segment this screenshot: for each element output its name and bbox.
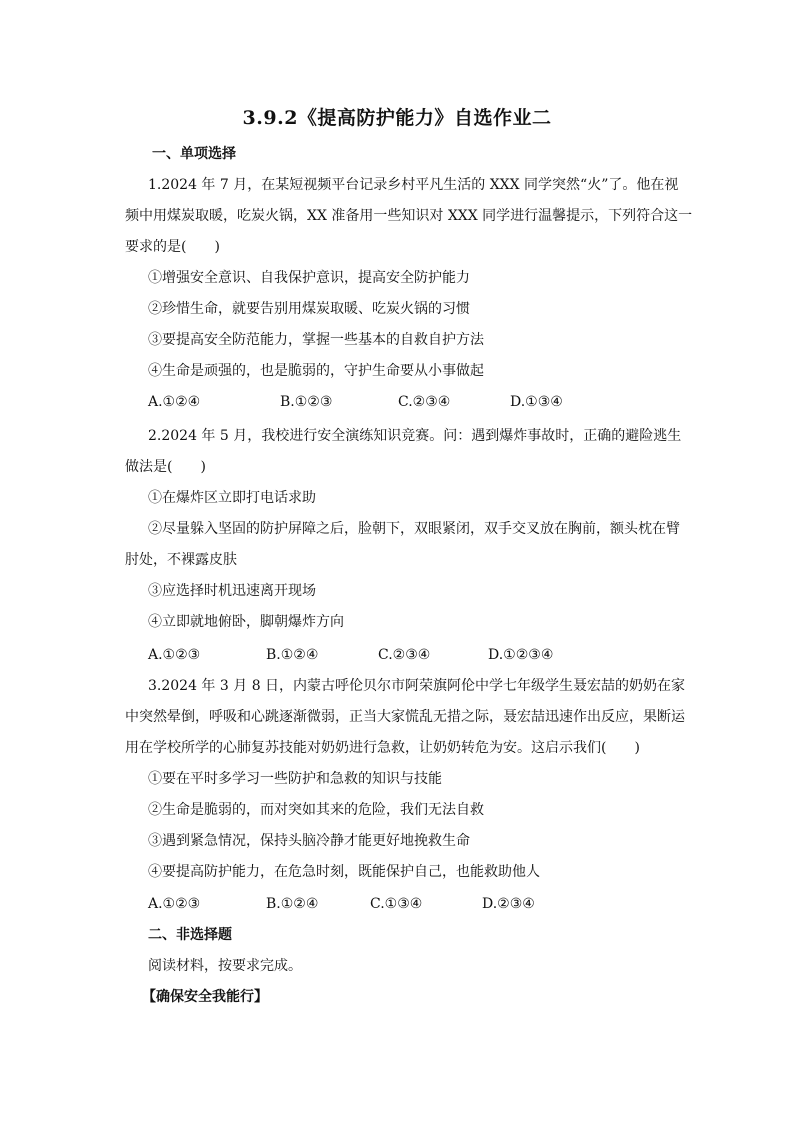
q1-option-b: B.①②③ — [280, 394, 333, 410]
q3-item-2: ②生命是脆弱的，而对突如其来的危险，我们无法自救 — [148, 802, 484, 818]
q2-item-4: ④立即就地俯卧，脚朝爆炸方向 — [148, 614, 344, 630]
q3-stem-line-2: 中突然晕倒，呼吸和心跳逐渐微弱，正当大家慌乱无措之际，聂宏喆迅速作出反应，果断运 — [125, 709, 685, 725]
section-heading-single-choice: 一、单项选择 — [152, 146, 236, 162]
q3-item-3: ③遇到紧急情况，保持头脑冷静才能更好地挽救生命 — [148, 833, 470, 849]
q3-option-c: C.①③④ — [370, 896, 423, 912]
q3-options — [148, 894, 648, 914]
q2-option-a: A.①②③ — [148, 647, 201, 663]
q3-stem-line-1: 3.2024 年 3 月 8 日，内蒙古呼伦贝尔市阿荣旗阿伦中学七年级学生聂宏喆的奶奶在家 — [148, 678, 686, 694]
q2-item-2-continued: 肘处，不裸露皮肤 — [125, 552, 237, 568]
q2-item-2: ②尽量躲入坚固的防护屏障之后，脸朝下，双眼紧闭，双手交叉放在胸前，额头枕在臂 — [148, 521, 680, 537]
q2-item-1: ①在爆炸区立即打电话求助 — [148, 490, 316, 506]
q2-option-b: B.①②④ — [266, 647, 319, 663]
q1-stem-line-2: 频中用煤炭取暖，吃炭火锅，XX 准备用一些知识对 XXX 同学进行温馨提示，下列符合这一 — [125, 208, 693, 224]
q2-item-3: ③应选择时机迅速离开现场 — [148, 583, 316, 599]
q1-options — [148, 392, 648, 412]
q2-option-c: C.②③④ — [378, 647, 431, 663]
q1-stem-line-1: 1.2024 年 7 月，在某短视频平台记录乡村平凡生活的 XXX 同学突然“火”了。他在视 — [148, 177, 679, 193]
q2-stem-line-2: 做法是( ) — [125, 459, 206, 475]
q2-stem-line-1: 2.2024 年 5 月，我校进行安全演练知识竞赛。问：遇到爆炸事故时，正确的避险逃生 — [148, 428, 682, 444]
q2-option-d: D.①②③④ — [488, 647, 554, 663]
document-title: 3.9.2《提高防护能力》自选作业二 — [242, 107, 552, 129]
section2-subheading: 【确保安全我能行】 — [142, 989, 268, 1005]
q1-option-a: A.①②④ — [148, 394, 201, 410]
q2-options — [148, 645, 648, 665]
q1-stem-line-3: 要求的是( ) — [125, 239, 220, 255]
q1-item-4: ④生命是顽强的，也是脆弱的，守护生命要从小事做起 — [148, 363, 484, 379]
q1-item-2: ②珍惜生命，就要告别用煤炭取暖、吃炭火锅的习惯 — [148, 301, 470, 317]
q1-item-1: ①增强安全意识、自我保护意识，提高安全防护能力 — [148, 270, 470, 286]
q1-option-d: D.①③④ — [510, 394, 563, 410]
q3-item-1: ①要在平时多学习一些防护和急救的知识与技能 — [148, 771, 442, 787]
q3-stem-line-3: 用在学校所学的心肺复苏技能对奶奶进行急救，让奶奶转危为安。这启示我们( ) — [125, 740, 640, 756]
q3-option-d: D.②③④ — [482, 896, 535, 912]
q3-item-4: ④要提高防护能力，在危急时刻，既能保护自己，也能救助他人 — [148, 864, 540, 880]
q1-item-3: ③要提高安全防范能力，掌握一些基本的自救自护方法 — [148, 332, 484, 348]
section-heading-non-choice: 二、非选择题 — [148, 927, 232, 943]
q1-option-c: C.②③④ — [398, 394, 451, 410]
q3-option-a: A.①②③ — [148, 896, 201, 912]
section2-instruction: 阅读材料，按要求完成。 — [148, 958, 302, 974]
q3-option-b: B.①②④ — [266, 896, 319, 912]
